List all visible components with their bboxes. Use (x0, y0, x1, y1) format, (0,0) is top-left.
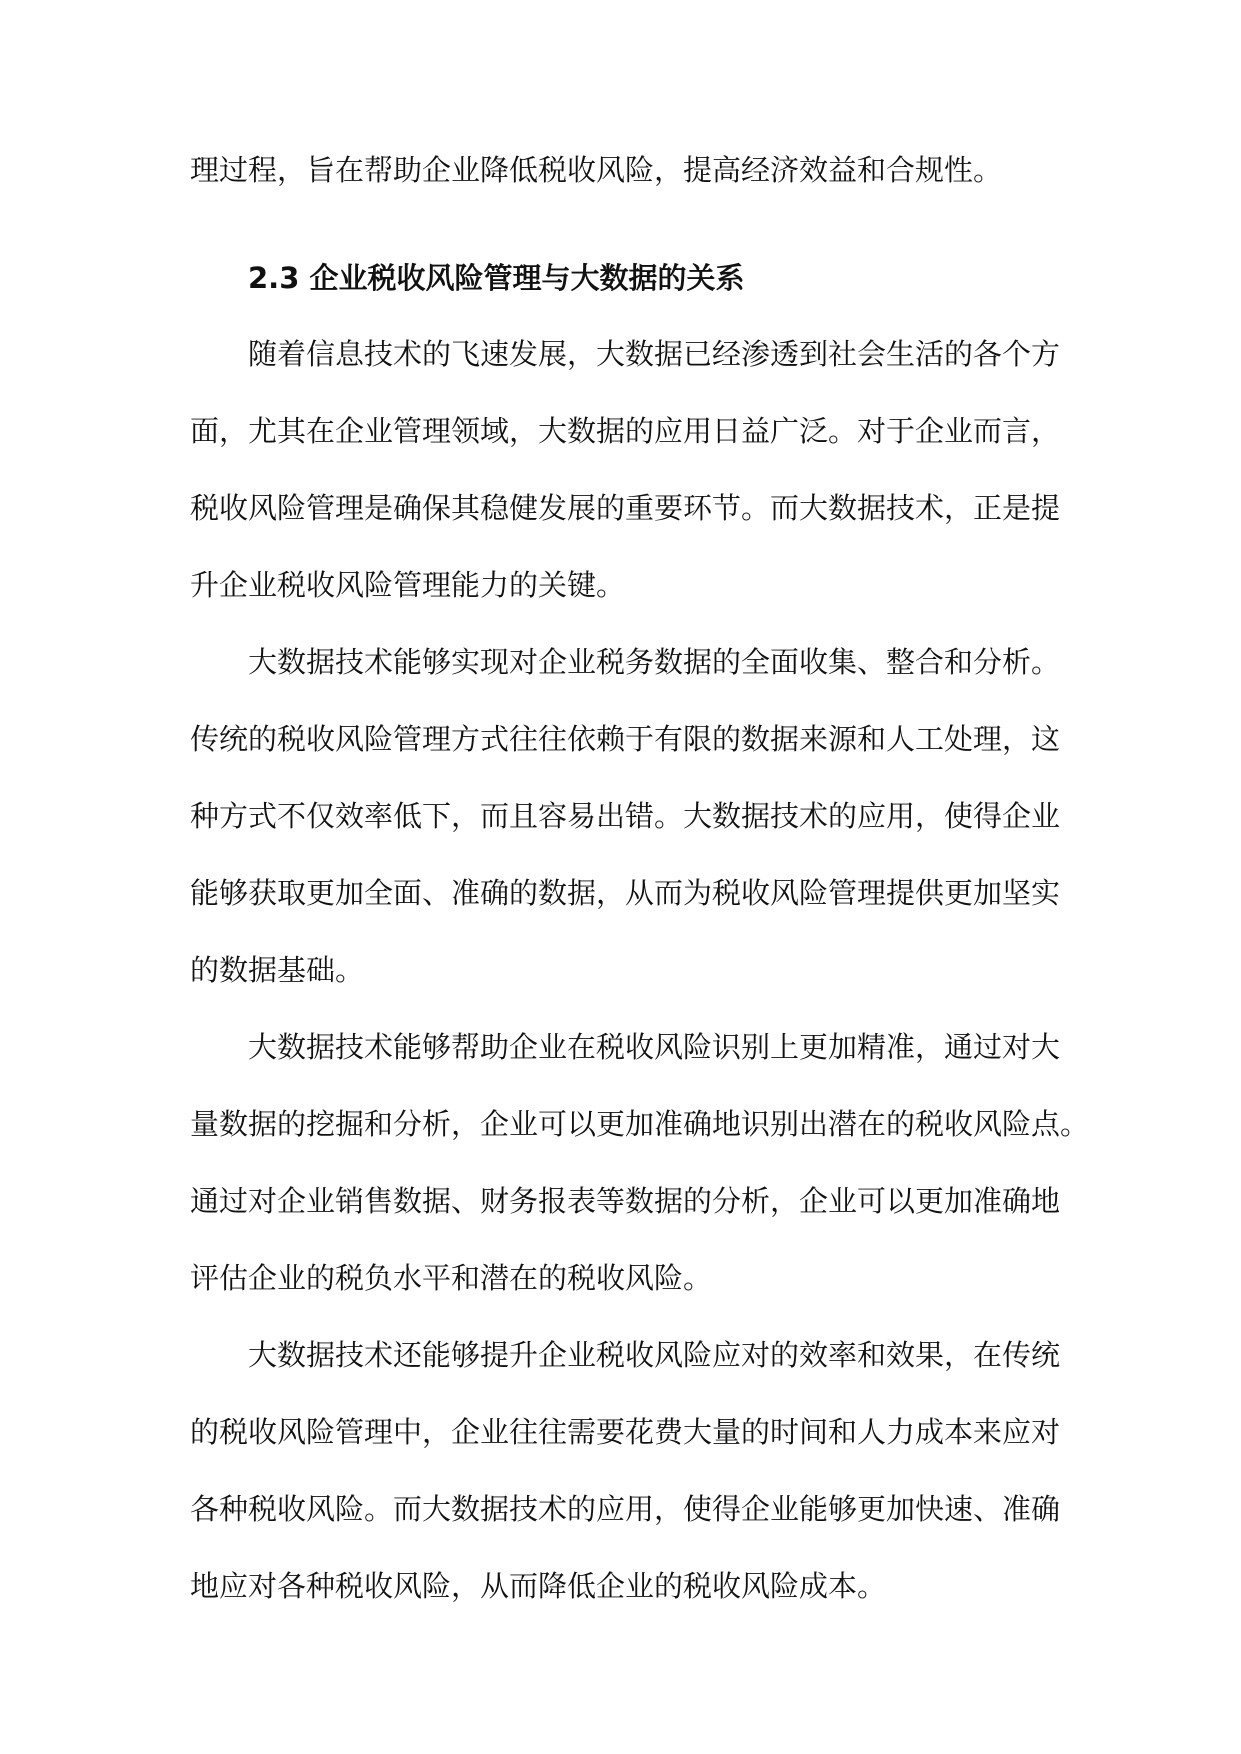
paragraph-4-line-3: 各种税收风险。而大数据技术的应用，使得企业能够更加快速、准确 (190, 1492, 1061, 1526)
paragraph-2-line-5: 的数据基础。 (190, 953, 365, 987)
paragraph-2-line-1: 大数据技术能够实现对企业税务数据的全面收集、整合和分析。 (248, 645, 1061, 679)
paragraph-2-line-2: 传统的税收风险管理方式往往依赖于有限的数据来源和人工处理，这 (190, 722, 1061, 756)
paragraph-1-line-1: 随着信息技术的飞速发展，大数据已经渗透到社会生活的各个方 (248, 337, 1061, 371)
paragraph-1-line-2: 面，尤其在企业管理领域，大数据的应用日益广泛。对于企业而言， (190, 414, 1061, 448)
section-heading: 2.3 企业税收风险管理与大数据的关系 (248, 261, 745, 295)
paragraph-2-line-4: 能够获取更加全面、准确的数据，从而为税收风险管理提供更加坚实 (190, 876, 1061, 910)
paragraph-2-line-3: 种方式不仅效率低下，而且容易出错。大数据技术的应用，使得企业 (190, 799, 1061, 833)
paragraph-3-line-1: 大数据技术能够帮助企业在税收风险识别上更加精准，通过对大 (248, 1030, 1061, 1064)
text-line: 理过程，旨在帮助企业降低税收风险，提高经济效益和合规性。 (190, 153, 1003, 187)
paragraph-4-line-4: 地应对各种税收风险，从而降低企业的税收风险成本。 (190, 1569, 887, 1603)
paragraph-3-line-2: 量数据的挖掘和分析，企业可以更加准确地识别出潜在的税收风险点。 (190, 1107, 1090, 1141)
paragraph-3-line-3: 通过对企业销售数据、财务报表等数据的分析，企业可以更加准确地 (190, 1184, 1061, 1218)
paragraph-4-line-2: 的税收风险管理中，企业往往需要花费大量的时间和人力成本来应对 (190, 1415, 1061, 1449)
paragraph-1-line-4: 升企业税收风险管理能力的关键。 (190, 568, 626, 602)
paragraph-3-line-4: 评估企业的税负水平和潜在的税收风险。 (190, 1261, 713, 1295)
paragraph-4-line-1: 大数据技术还能够提升企业税收风险应对的效率和效果，在传统 (248, 1338, 1061, 1372)
paragraph-1-line-3: 税收风险管理是确保其稳健发展的重要环节。而大数据技术，正是提 (190, 491, 1061, 525)
